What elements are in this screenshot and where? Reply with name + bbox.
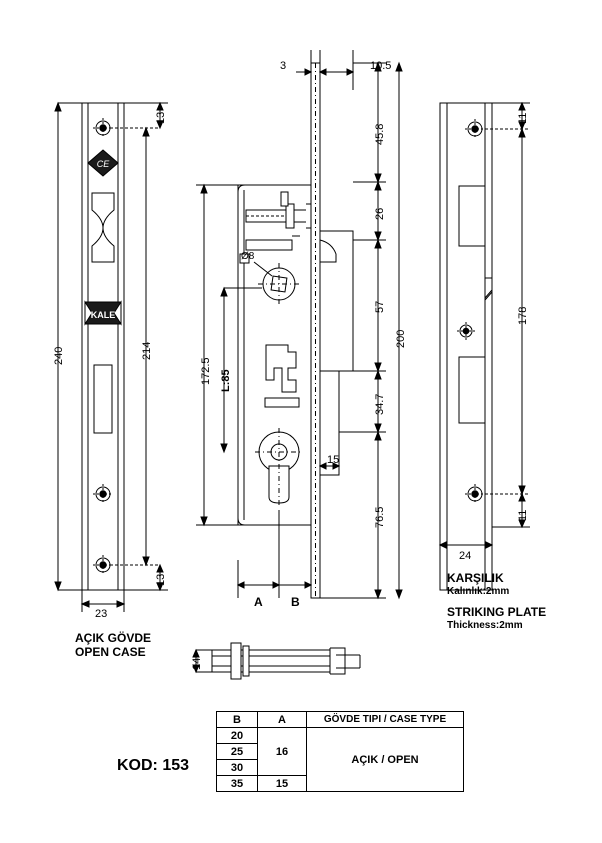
- dim-172-5: 172.5: [200, 357, 212, 385]
- dim-label-A: A: [254, 595, 263, 609]
- dim-34-7: 34.7: [374, 393, 386, 415]
- caption-kalinlik: Kalınlık:2mm: [447, 586, 510, 597]
- table-header-row: [217, 712, 464, 728]
- caption-acik-govde: AÇIK GÖVDE: [75, 631, 152, 645]
- caption-karsilik: KARŞILIK: [447, 571, 504, 585]
- dim-case-L85: L:85: [220, 369, 232, 392]
- col-header-case-type: GÖVDE TIPI / CASE TYPE: [307, 712, 464, 728]
- cell-b-30: 30: [217, 760, 258, 776]
- cell-case-type: AÇIK / OPEN: [307, 728, 464, 792]
- dim-76-5: 76.5: [374, 506, 386, 528]
- cell-a-16: 16: [258, 728, 307, 776]
- dim-open-case-14: 14: [191, 657, 203, 670]
- dim-front-plate-top-13: 13: [155, 111, 167, 124]
- dim-dia-8: Ø8: [241, 251, 255, 262]
- dim-45-8: 45.8: [374, 123, 386, 145]
- caption-open-case: OPEN CASE: [75, 645, 146, 659]
- dim-15: 15: [327, 454, 340, 466]
- dim-26: 26: [374, 207, 386, 220]
- cell-a-15: 15: [258, 776, 307, 792]
- col-header-b: B: [217, 712, 258, 728]
- dim-backset-10-5: 10.5: [370, 60, 392, 72]
- dim-strike-bottom-11: 11: [517, 509, 529, 521]
- dim-faceplate-thickness-3: 3: [280, 60, 287, 72]
- dim-57: 57: [374, 300, 386, 313]
- dim-200: 200: [395, 329, 407, 348]
- svg-text:CE: CE: [96, 159, 110, 169]
- caption-thickness: Thickness:2mm: [447, 620, 523, 631]
- dim-front-plate-width-23: 23: [95, 608, 108, 620]
- dim-strike-width-24: 24: [459, 550, 472, 562]
- cell-b-20: 20: [217, 728, 258, 744]
- dim-front-plate-214: 214: [141, 341, 153, 360]
- cell-b-35: 35: [217, 776, 258, 792]
- case-type-table: [216, 711, 464, 792]
- drawing-code: KOD: 153: [117, 757, 190, 774]
- dim-strike-top-11: 11: [517, 112, 529, 124]
- caption-striking-plate: STRIKING PLATE: [447, 605, 547, 619]
- dim-front-plate-240: 240: [53, 346, 65, 365]
- table-row: [217, 728, 464, 744]
- dim-strike-178: 178: [517, 306, 529, 325]
- dim-label-B: B: [291, 595, 300, 609]
- dim-front-plate-bottom-13: 13: [155, 573, 167, 586]
- svg-text:KALE: KALE: [90, 310, 116, 320]
- cell-b-25: 25: [217, 744, 258, 760]
- col-header-a: A: [258, 712, 307, 728]
